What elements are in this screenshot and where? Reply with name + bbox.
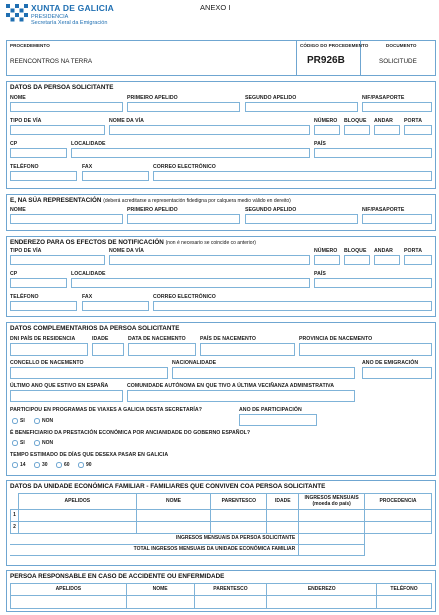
notification-bloque-label: BLOQUE: [344, 248, 367, 254]
procedure-value: REENCONTROS NA TERRA: [10, 58, 93, 65]
representative-primeiro-apelido-input[interactable]: [127, 214, 240, 224]
nacionalidade-input[interactable]: [172, 367, 355, 379]
notification-telefono-label: TELÉFONO: [10, 294, 39, 300]
family-header-apelidos: APELIDOS: [18, 494, 136, 510]
emergency-cell[interactable]: [194, 596, 267, 609]
applicant-telefono-label: TELÉFONO: [10, 164, 39, 170]
emergency-header-parentesco: PARENTESCO: [194, 584, 267, 596]
applicant-andar-label: ANDAR: [374, 118, 393, 124]
notification-numero-label: NÚMERO: [314, 248, 338, 254]
days-14-label: 14: [20, 462, 26, 468]
days-90-label: 90: [86, 462, 92, 468]
ano-participacion-label: ANO DE PARTICIPACIÓN: [239, 407, 302, 413]
tempo-question: TEMPO ESTIMADO DE DÍAS QUE DESEXA PASAR EN GALICIA: [10, 452, 169, 458]
applicant-numero-label: NÚMERO: [314, 118, 338, 124]
applicant-segundo-apelido-input[interactable]: [245, 102, 358, 112]
representative-note: (deberá acreditarse a representación fidedigna por calquera medio válido en dereito): [103, 198, 291, 204]
applicant-pais-label: PAÍS: [314, 141, 326, 147]
table-row: [11, 596, 432, 609]
family-cell[interactable]: [267, 522, 299, 534]
annex-title: ANEXO I: [200, 3, 231, 12]
concello-nacemento-label: CONCELLO DE NACEMENTO: [10, 360, 84, 366]
ano-emigracion-input[interactable]: [362, 367, 432, 379]
applicant-nome-input[interactable]: [10, 102, 123, 112]
representative-segundo-apelido-label: SEGUNDO APELIDO: [245, 207, 297, 213]
family-cell[interactable]: [365, 510, 432, 522]
family-row-number: 2: [11, 522, 19, 534]
pais-nacemento-input[interactable]: [200, 343, 295, 356]
representative-nome-input[interactable]: [10, 214, 123, 224]
provincia-nacemento-input[interactable]: [299, 343, 432, 356]
applicant-numero-input[interactable]: [314, 125, 340, 135]
applicant-nif-label: NIF/PASAPORTE: [362, 95, 405, 101]
emergency-table: [10, 583, 432, 609]
beneficiario-si-label: SI: [20, 440, 25, 446]
ano-participacion-input[interactable]: [239, 414, 317, 426]
applicant-cp-label: CP: [10, 141, 18, 147]
notification-andar-input[interactable]: [374, 255, 400, 265]
family-corner-cell: [11, 494, 19, 510]
applicant-nif-input[interactable]: [362, 102, 432, 112]
beneficiario-question: É BENEFICIARIO DA PRESTACIÓN ECONÓMICA POR ANCIANIDADE DO GOBERNO ESPAÑOL?: [10, 430, 251, 436]
complementary-section-title: DATOS COMPLEMENTARIOS DA PERSOA SOLICITANTE: [10, 325, 180, 332]
applicant-tipo-via-label: TIPO DE VÍA: [10, 118, 42, 124]
notification-correo-input[interactable]: [153, 301, 432, 311]
family-cell[interactable]: [365, 522, 432, 534]
emergency-header-apelidos: APELIDOS: [11, 584, 127, 596]
table-row: [11, 522, 432, 534]
notification-porta-label: PORTA: [404, 248, 423, 254]
emergency-cell[interactable]: [126, 596, 194, 609]
applicant-bloque-input[interactable]: [344, 125, 370, 135]
family-cell[interactable]: [299, 522, 365, 534]
notification-cp-label: CP: [10, 271, 18, 277]
xunta-logo: [6, 4, 28, 23]
representative-primeiro-apelido-label: PRIMEIRO APELIDO: [127, 207, 178, 213]
document-value: SOLICITUDE: [379, 58, 417, 65]
days-30-label: 30: [42, 462, 48, 468]
org-subdepartment: Secretaría Xeral da Emigración: [31, 20, 108, 26]
family-cell[interactable]: [18, 522, 136, 534]
notification-nome-via-label: NOME DA VÍA: [109, 248, 144, 254]
family-header-ingresos: INGRESOS MENSUAIS (moeda do país): [299, 494, 365, 510]
emergency-header-nome: NOME: [126, 584, 194, 596]
days-60-radio[interactable]: [56, 462, 62, 468]
participou-si-label: SI: [20, 418, 25, 424]
participou-si-radio[interactable]: [12, 418, 18, 424]
applicant-porta-input[interactable]: [404, 125, 432, 135]
applicant-tipo-via-input[interactable]: [10, 125, 105, 135]
ano-emigracion-label: ANO DE EMIGRACIÓN: [362, 360, 419, 366]
notification-note: (non é necesario se coincide co anterior): [165, 240, 256, 246]
applicant-primeiro-apelido-input[interactable]: [127, 102, 240, 112]
applicant-bloque-label: BLOQUE: [344, 118, 367, 124]
family-cell[interactable]: [299, 510, 365, 522]
procedure-divider-1: [296, 40, 297, 76]
nacionalidade-label: NACIONALIDADE: [172, 360, 217, 366]
family-cell[interactable]: [136, 522, 211, 534]
applicant-fax-input[interactable]: [82, 171, 149, 181]
family-total-ingresos-label: TOTAL INGRESOS MENSUAIS DA UNIDADE ECONÓMICA FAMILIAR: [11, 545, 299, 556]
org-name: XUNTA DE GALICIA: [31, 3, 115, 13]
applicant-pais-input[interactable]: [314, 148, 432, 158]
beneficiario-non-label: NON: [42, 440, 54, 446]
comunidade-label: COMUNIDADE AUTÓNOMA EN QUE TIVO A ÚLTIMA VECIÑANZA ADMINISTRATIVA: [127, 383, 335, 389]
notification-section-title: [10, 240, 256, 246]
ultimo-ano-input[interactable]: [10, 390, 123, 402]
applicant-section-title: DATOS DA PERSOA SOLICITANTE: [10, 84, 114, 91]
applicant-localidade-input[interactable]: [71, 148, 310, 158]
family-cell[interactable]: [18, 510, 136, 522]
days-90-radio[interactable]: [78, 462, 84, 468]
family-empty-cell: [365, 545, 432, 556]
provincia-nacemento-label: PROVINCIA DE NACEMENTO: [299, 336, 373, 342]
emergency-header-enderezo: ENDEREZO: [267, 584, 377, 596]
applicant-nome-via-label: NOME DA VÍA: [109, 118, 144, 124]
participou-non-label: NON: [42, 418, 54, 424]
notification-correo-label: CORREO ELECTRÓNICO: [153, 294, 216, 300]
applicant-nome-label: NOME: [10, 95, 26, 101]
notification-tipo-via-input[interactable]: [10, 255, 105, 265]
representative-nif-input[interactable]: [362, 214, 432, 224]
data-nacemento-label: DATA DE NACEMENTO: [128, 336, 186, 342]
applicant-correo-label: CORREO ELECTRÓNICO: [153, 164, 216, 170]
family-empty-cell: [365, 534, 432, 545]
notification-fax-input[interactable]: [82, 301, 149, 311]
dni-pais-label: DNI PAÍS DE RESIDENCIA: [10, 336, 76, 342]
emergency-cell[interactable]: [11, 596, 127, 609]
pais-nacemento-label: PAÍS DE NACEMENTO: [200, 336, 256, 342]
notification-telefono-input[interactable]: [10, 301, 77, 311]
applicant-andar-input[interactable]: [374, 125, 400, 135]
family-cell[interactable]: [136, 510, 211, 522]
family-header-procedencia: PROCEDENCIA: [365, 494, 432, 510]
notification-nome-via-input[interactable]: [109, 255, 310, 265]
family-section-title: DATOS DA UNIDADE ECONÓMICA FAMILIAR - FAMILIARES QUE CONVIVEN COA PERSOA SOLICITANTE: [10, 483, 326, 490]
family-header-nome: NOME: [136, 494, 211, 510]
family-cell[interactable]: [211, 522, 267, 534]
notification-pais-input[interactable]: [314, 278, 432, 288]
applicant-cp-input[interactable]: [10, 148, 67, 158]
comunidade-input[interactable]: [127, 390, 355, 402]
ultimo-ano-label: ÚLTIMO ANO QUE ESTIVO EN ESPAÑA: [10, 383, 109, 389]
representative-nif-label: NIF/PASAPORTE: [362, 207, 405, 213]
family-total-ingresos-input[interactable]: [299, 545, 365, 556]
applicant-nome-via-input[interactable]: [109, 125, 310, 135]
document-label: DOCUMENTO: [386, 43, 417, 48]
days-60-label: 60: [64, 462, 70, 468]
emergency-cell[interactable]: [377, 596, 432, 609]
notification-bloque-input[interactable]: [344, 255, 370, 265]
family-ingresos-solicitante-label: INGRESOS MENSUAIS DA PERSOA SOLICITANTE: [11, 534, 299, 545]
notification-localidade-label: LOCALIDADE: [71, 271, 106, 277]
family-row-number: 1: [11, 510, 19, 522]
family-header-parentesco: PARENTESCO: [211, 494, 267, 510]
notification-fax-label: FAX: [82, 294, 93, 300]
applicant-segundo-apelido-label: SEGUNDO APELIDO: [245, 95, 297, 101]
procedure-code-label: CÓDIGO DO PROCEDEMENTO: [300, 43, 369, 48]
notification-tipo-via-label: TIPO DE VÍA: [10, 248, 42, 254]
applicant-telefono-input[interactable]: [10, 171, 77, 181]
notification-title-text: ENDEREZO PARA OS EFECTOS DE NOTIFICACIÓN: [10, 239, 164, 246]
representative-nome-label: NOME: [10, 207, 26, 213]
representative-title-text: E, NA SÚA REPRESENTACIÓN: [10, 197, 102, 204]
idade-label: IDADE: [92, 336, 109, 342]
procedure-label: PROCEDEMENTO: [10, 43, 50, 48]
notification-localidade-input[interactable]: [71, 278, 310, 288]
notification-porta-input[interactable]: [404, 255, 432, 265]
representative-section-title: [10, 198, 291, 204]
table-row: [11, 510, 432, 522]
idade-input[interactable]: [92, 343, 124, 356]
procedure-code-value: PR926B: [307, 55, 345, 66]
applicant-localidade-label: LOCALIDADE: [71, 141, 106, 147]
notification-andar-label: ANDAR: [374, 248, 393, 254]
emergency-section-title: PERSOA RESPONSABLE EN CASO DE ACCIDENTE OU ENFERMIDADE: [10, 573, 225, 580]
family-cell[interactable]: [211, 510, 267, 522]
beneficiario-si-radio[interactable]: [12, 440, 18, 446]
days-30-radio[interactable]: [34, 462, 40, 468]
data-nacemento-input[interactable]: [128, 343, 196, 356]
family-table: [10, 493, 432, 556]
emergency-header-telefono: TELÉFONO: [377, 584, 432, 596]
family-cell[interactable]: [267, 510, 299, 522]
applicant-primeiro-apelido-label: PRIMEIRO APELIDO: [127, 95, 178, 101]
notification-pais-label: PAÍS: [314, 271, 326, 277]
emergency-cell[interactable]: [267, 596, 377, 609]
participou-non-radio[interactable]: [34, 418, 40, 424]
beneficiario-non-radio[interactable]: [34, 440, 40, 446]
concello-nacemento-input[interactable]: [10, 367, 168, 379]
dni-pais-input[interactable]: [10, 343, 88, 356]
representative-segundo-apelido-input[interactable]: [245, 214, 358, 224]
family-header-idade: IDADE: [267, 494, 299, 510]
days-14-radio[interactable]: [12, 462, 18, 468]
notification-cp-input[interactable]: [10, 278, 67, 288]
applicant-fax-label: FAX: [82, 164, 93, 170]
applicant-correo-input[interactable]: [153, 171, 432, 181]
notification-numero-input[interactable]: [314, 255, 340, 265]
org-department: PRESIDENCIA: [31, 14, 69, 20]
family-ingresos-solicitante-input[interactable]: [299, 534, 365, 545]
participou-question: PARTICIPOU EN PROGRAMAS DE VIAXES A GALICIA DESTA SECRETARÍA?: [10, 407, 202, 413]
applicant-porta-label: PORTA: [404, 118, 423, 124]
